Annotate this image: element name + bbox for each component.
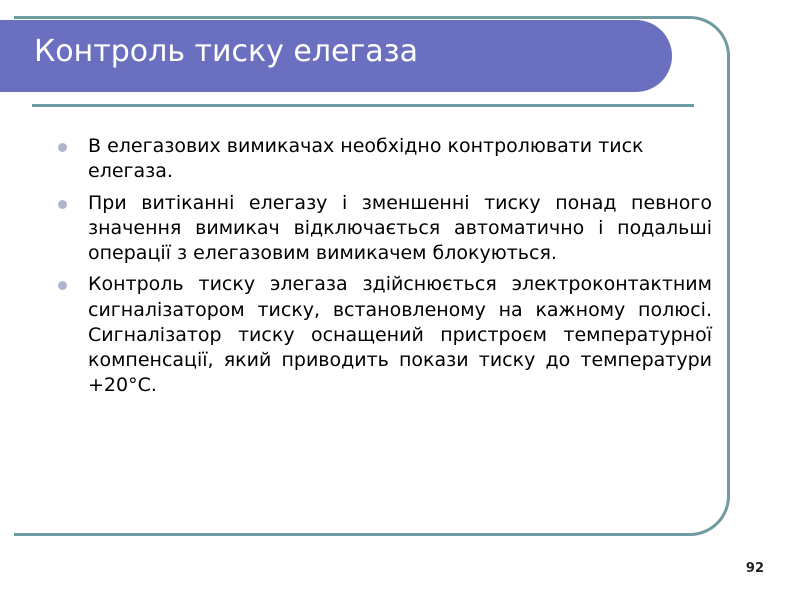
list-item: В елегазових вимикачах необхідно контролювати тиск елегаза. <box>52 134 712 185</box>
list-item: При витіканні елегазу і зменшенні тиску понад певного значення вимикач відключається автоматично і подальші операції з елегазовим вимикачем блокуються. <box>52 191 712 267</box>
list-item: Контроль тиску элегаза здійснюється электроконтактним сигналізатором тиску, встановленому на кажному полюсі. Сигналізатор тиску оснащений пристроєм температурної компенсації, який приводить покази тиску до температури +20°С. <box>52 272 712 398</box>
slide-number: 92 <box>745 561 764 576</box>
page-title: Контроль тиску елегаза <box>34 34 418 69</box>
slide-body <box>52 134 712 405</box>
title-divider <box>32 104 694 107</box>
bullet-list <box>52 134 712 399</box>
